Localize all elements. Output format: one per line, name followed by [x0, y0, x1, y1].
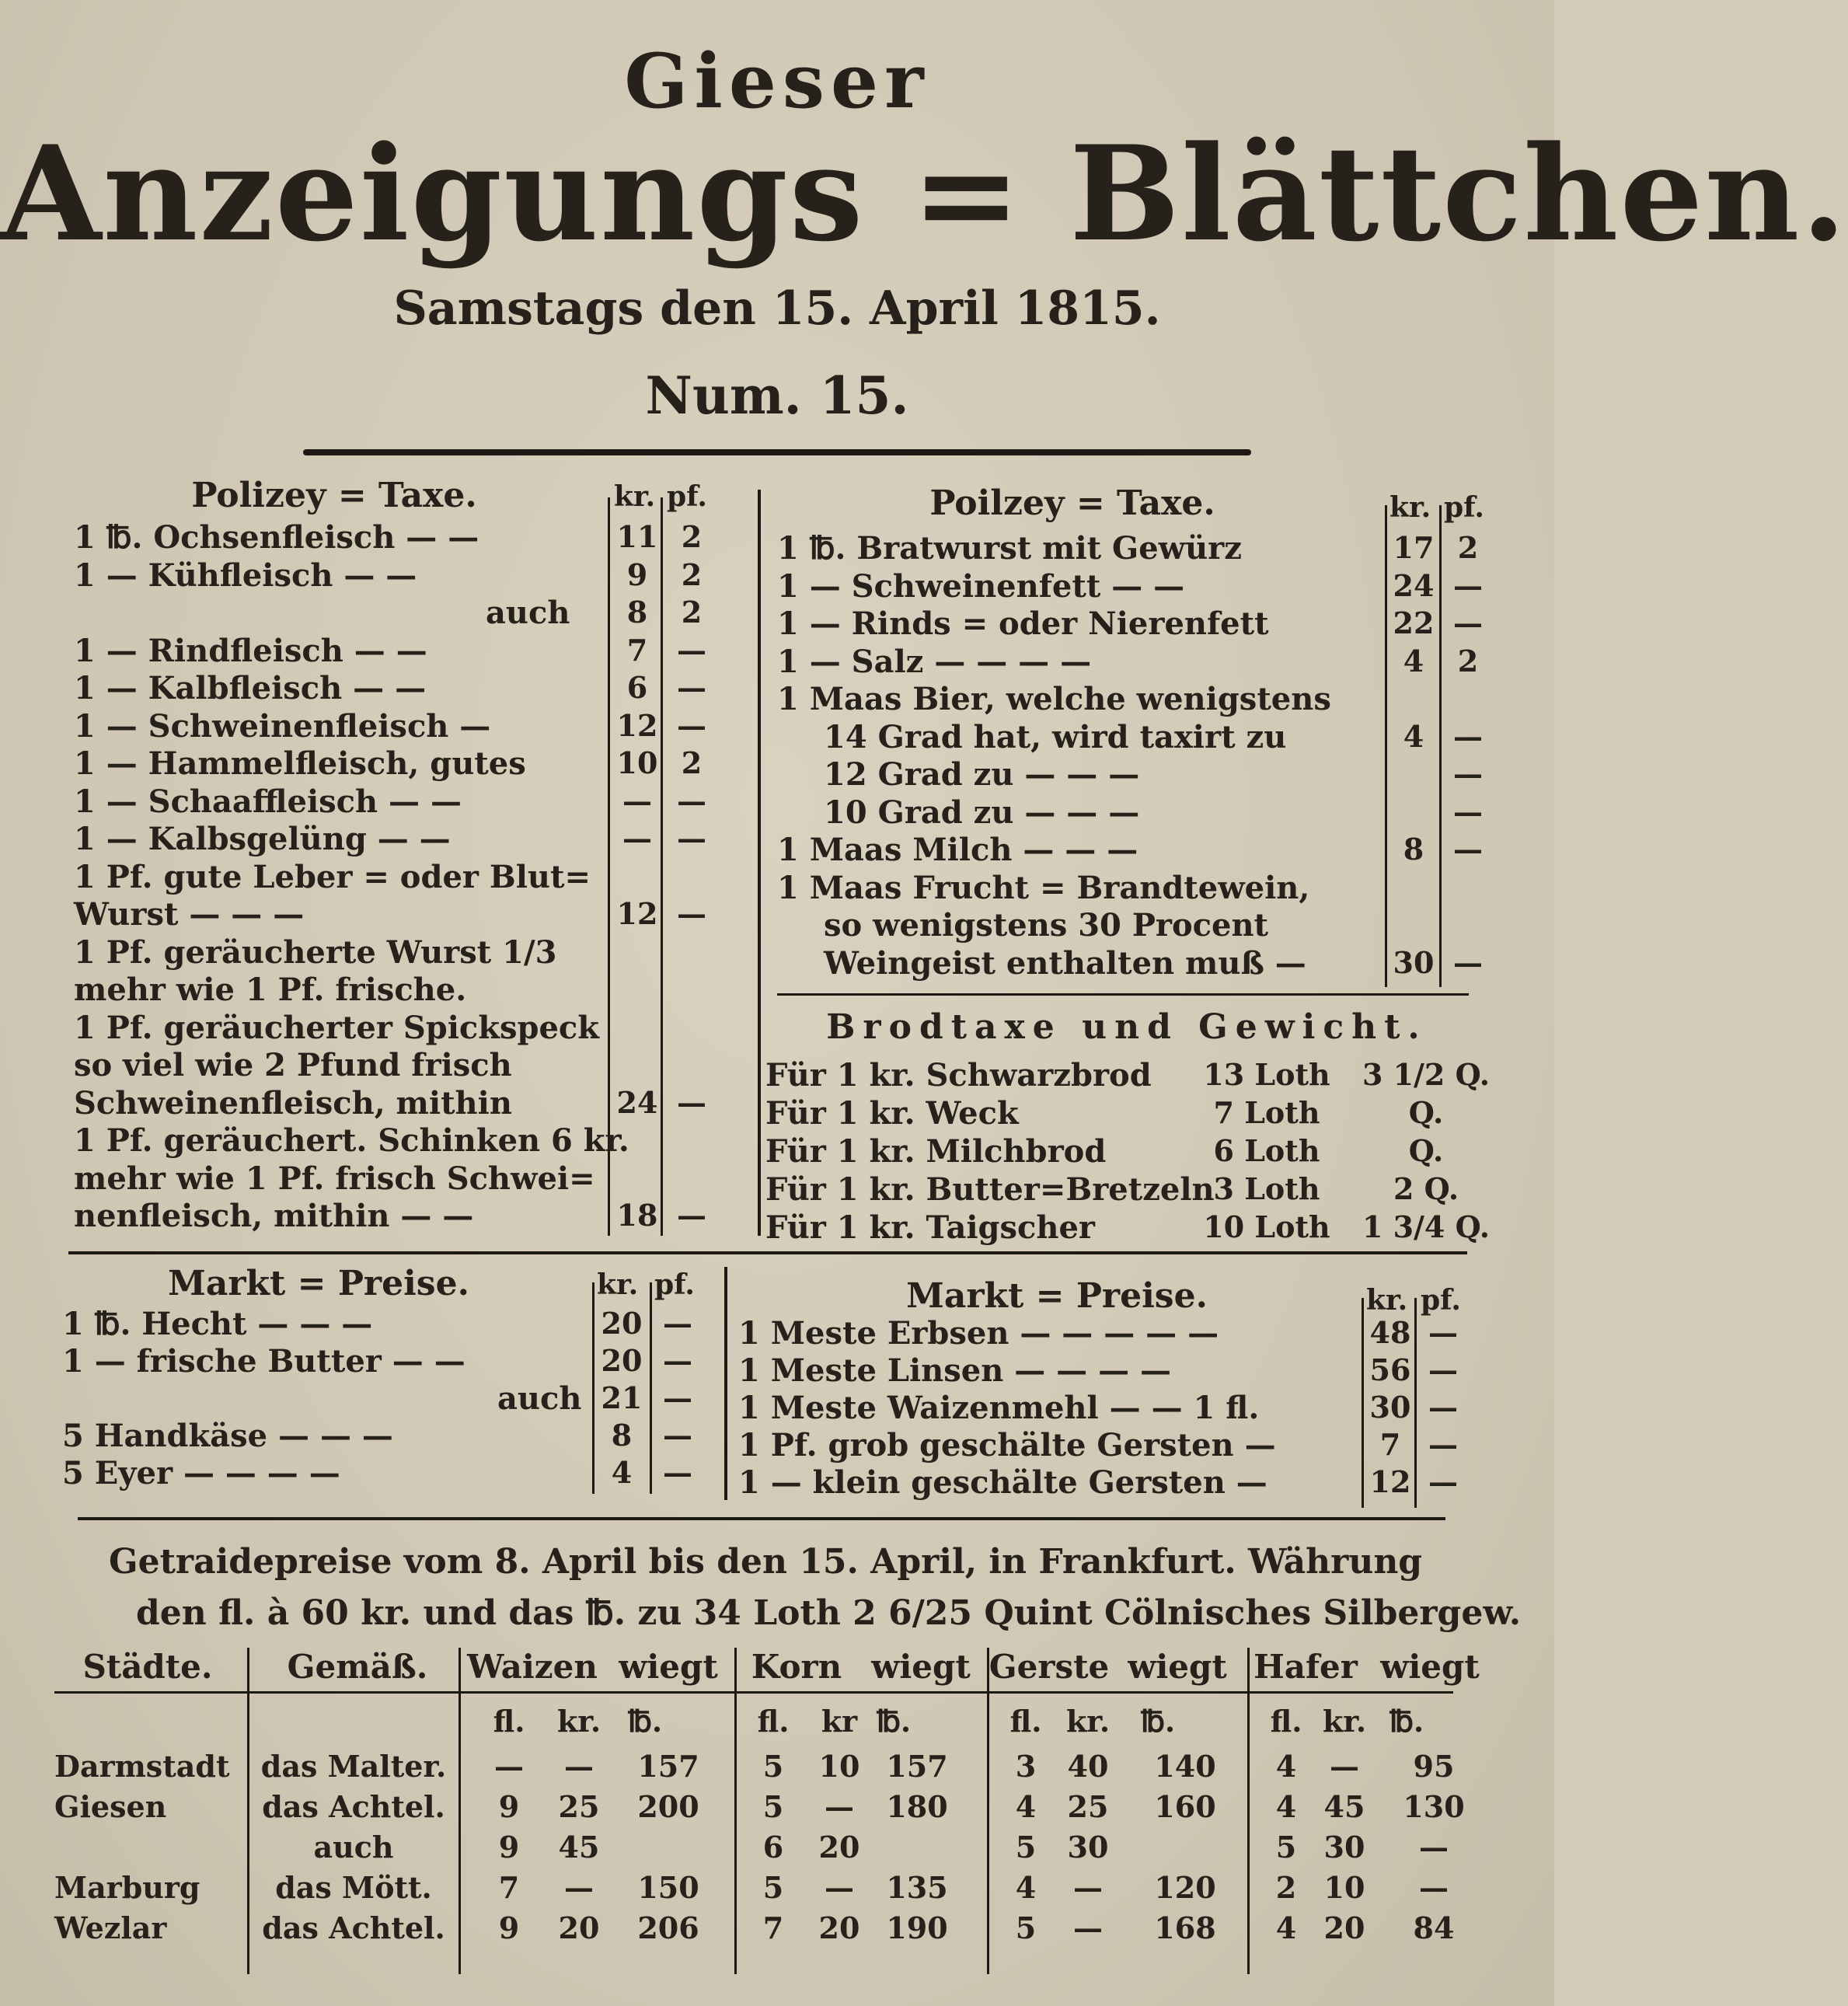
getraide-cell-w-fl: 7 [498, 1870, 520, 1905]
getraide-cell-w-kr: 25 [558, 1789, 600, 1824]
polizey-left-row [74, 783, 742, 822]
polizey-left-row-kr: — [622, 783, 652, 818]
polizey-left-row-pf: — [677, 1198, 706, 1233]
brodtaxe-row-loth: 10 Loth [1203, 1209, 1330, 1244]
markt-right-row-label: 1 — klein geschälte Gersten — [738, 1464, 1267, 1501]
polizey-left-row [74, 896, 742, 934]
polizey-left-row-label: mehr wie 1 Pf. frische. [74, 972, 467, 1008]
getraide-cell-g-lb: 160 [1154, 1789, 1216, 1824]
polizey-right-row-kr: 22 [1393, 605, 1435, 640]
polizey-right-row-pf: — [1453, 756, 1483, 791]
polizey-left-row-pf: — [677, 821, 706, 856]
markt-left-row [62, 1380, 723, 1418]
brodtaxe-row-loth: 13 Loth [1203, 1057, 1330, 1092]
brodtaxe-list [765, 1057, 1512, 1247]
getraide-header: Hafer [1254, 1648, 1358, 1686]
polizey-right-row-kr: 17 [1393, 530, 1435, 565]
getraide-subheader: ℔. [876, 1704, 912, 1739]
markt-right-heading: Markt = Preise. [906, 1276, 1208, 1316]
markt-left-row-label: 1 — frische Butter — — [62, 1343, 465, 1380]
getraide-header: wiegt [1128, 1648, 1227, 1686]
markt-left-row-label: 1 ℔. Hecht — — — [62, 1306, 373, 1342]
brodtaxe-row-q: Q. [1408, 1133, 1444, 1168]
polizey-right-row [777, 605, 1515, 644]
markt-left-row-label: 5 Handkäse — — — [62, 1418, 393, 1454]
getraide-cell-w-fl: 9 [498, 1789, 520, 1824]
polizey-left-row-label: Wurst — — — [74, 896, 305, 933]
markt-right-row-pf: — [1428, 1390, 1458, 1425]
getraide-cell-k-kr: 10 [818, 1749, 860, 1784]
polizey-left-row-pf: — [677, 670, 706, 705]
markt-right-row-kr: 56 [1369, 1352, 1411, 1387]
getraide-cell-stadt: Darmstadt [54, 1749, 230, 1784]
getraide-header-rule [54, 1691, 1453, 1694]
getraide-cell-gemaess: auch [313, 1830, 394, 1865]
polizey-left-row-label: Schweinenfleisch, mithin [74, 1084, 512, 1122]
getraide-header: Korn [751, 1648, 842, 1686]
getraide-cell-w-kr: 20 [558, 1910, 600, 1945]
brodtaxe-row-loth: 6 Loth [1213, 1133, 1320, 1168]
markt-left-row-kr: 21 [601, 1380, 643, 1415]
markt-left-row [62, 1418, 723, 1455]
markt-right-row [738, 1464, 1508, 1502]
polizey-left-row-label: 1 — Schaaffleisch — — [74, 783, 462, 820]
issue-number: Num. 15. [645, 365, 909, 426]
markt-right-row-pf: — [1428, 1464, 1458, 1499]
polizey-right-row [777, 530, 1515, 568]
polizey-left-row-pf: — [677, 707, 706, 743]
polizey-left-row-pf: — [677, 632, 706, 668]
getraide-subheader: kr [821, 1704, 858, 1739]
polizey-right-row [777, 719, 1515, 757]
polizey-right-row-pf: — [1453, 718, 1483, 754]
getraide-cell-g-kr: 30 [1067, 1830, 1109, 1865]
markt-left-row-pf: — [663, 1455, 692, 1490]
polizey-right-row-label: 1 — Schweinenfett — — [777, 567, 1185, 605]
polizey-left-row-label: 1 Pf. geräucherte Wurst 1/3 [74, 933, 557, 971]
markt-right-row-kr: 48 [1369, 1315, 1411, 1350]
polizey-left-row [74, 1047, 742, 1085]
markt-right-row-pf: — [1428, 1352, 1458, 1387]
polizey-left-row-label: nenfleisch, mithin — — [74, 1198, 474, 1234]
getraide-vrule [734, 1648, 737, 1974]
polizey-left-row [74, 1198, 742, 1236]
getraide-cell-w-fl: — [494, 1749, 524, 1784]
polizey-right-row-label: 1 Maas Frucht = Brandtewein, [777, 869, 1310, 906]
polizey-right-row-pf: — [1453, 567, 1483, 603]
polizey-left-row-label: 1 — Kühfleisch — — [74, 556, 417, 594]
getraide-cell-h-lb: 130 [1403, 1789, 1465, 1824]
polizey-right-row-label: 1 ℔. Bratwurst mit Gewürz [777, 530, 1242, 567]
getraide-cell-h-fl: 4 [1275, 1749, 1297, 1784]
getraide-cell-k-fl: 5 [762, 1870, 784, 1905]
getraide-cell-h-lb: 84 [1413, 1910, 1455, 1945]
getraide-subheader: kr. [1065, 1704, 1111, 1739]
getraide-header: Gerste [989, 1648, 1110, 1686]
polizey-right-col-pf: pf. [1444, 491, 1484, 524]
markt-left-col-pf: pf. [654, 1268, 695, 1301]
markt-left-row-pf: — [663, 1306, 692, 1341]
markt-left-row-pf: — [663, 1418, 692, 1453]
brodtaxe-row-q: 3 1/2 Q. [1362, 1057, 1491, 1092]
polizey-left-row-label: 1 — Kalbsgelüng — — [74, 821, 451, 857]
polizey-left-row-kr: 9 [626, 556, 648, 592]
getraide-cell-stadt: Marburg [54, 1870, 200, 1905]
getraide-cell-k-fl: 7 [762, 1910, 784, 1945]
masthead-rule [303, 449, 1251, 455]
getraide-cell-k-lb: 180 [886, 1789, 948, 1824]
markt-left-row-label: auch [497, 1380, 582, 1417]
getraide-cell-stadt: Wezlar [54, 1910, 167, 1945]
getraide-cell-h-kr: 45 [1323, 1789, 1365, 1824]
getraide-cell-g-fl: 3 [1015, 1749, 1037, 1784]
polizey-right-row [777, 681, 1515, 719]
getraide-cell-h-lb: — [1419, 1870, 1449, 1905]
getraide-cell-w-fl: 9 [498, 1830, 520, 1865]
polizey-left-row-label: 1 — Hammelfleisch, gutes [74, 745, 526, 782]
getraide-vrule [1247, 1648, 1250, 1974]
getraide-cell-w-kr: — [564, 1870, 594, 1905]
markt-right-row [738, 1390, 1508, 1427]
brodtaxe-row-label: Für 1 kr. Weck [765, 1095, 1019, 1132]
polizey-right-row [777, 832, 1515, 870]
polizey-left-row-label: 1 — Kalbfleisch — — [74, 670, 427, 706]
polizey-left-row-label: auch [486, 595, 570, 631]
getraide-vrule [987, 1648, 989, 1974]
polizey-left-row-kr: 12 [616, 707, 658, 743]
getraide-cell-k-kr: 20 [818, 1830, 860, 1865]
polizey-right-row [777, 907, 1515, 945]
getraide-cell-w-lb: 200 [637, 1789, 699, 1824]
markt-left-row-kr: 20 [601, 1306, 643, 1341]
brodtaxe-row-label: Für 1 kr. Taigscher [765, 1209, 1096, 1246]
brodtaxe-row [765, 1171, 1512, 1209]
polizey-left-row-label: so viel wie 2 Pfund frisch [74, 1047, 512, 1083]
getraide-cell-g-lb: 168 [1154, 1910, 1216, 1945]
getraide-subheader: fl. [1270, 1704, 1302, 1739]
brodtaxe-heading: Brodtaxe und Gewicht. [826, 1007, 1428, 1047]
getraide-cell-h-kr: 20 [1323, 1910, 1365, 1945]
getraide-intro-line1: Getraidepreise vom 8. April bis den 15. April, in Frankfurt. Währung [109, 1542, 1423, 1582]
polizey-left-row-pf: 2 [681, 556, 703, 592]
polizey-right-row [777, 945, 1515, 983]
markt-left-list [62, 1306, 723, 1492]
polizey-left-row-pf: — [677, 896, 706, 931]
polizey-left-row-pf: — [677, 1084, 706, 1120]
getraide-subheader: ℔. [627, 1704, 663, 1739]
getraide-cell-w-lb: 206 [637, 1910, 699, 1945]
getraide-cell-stadt: Giesen [54, 1789, 167, 1824]
polizey-right-row-pf: 2 [1457, 643, 1479, 679]
masthead-top: Gieser [624, 37, 930, 125]
issue-date: Samstags den 15. April 1815. [393, 281, 1161, 336]
polizey-right-row-label: 1 Maas Bier, welche wenigstens [777, 681, 1331, 717]
getraide-header: Waizen [467, 1648, 598, 1686]
brodtaxe-row [765, 1057, 1512, 1095]
getraide-subheader: ℔. [1140, 1704, 1176, 1739]
getraide-cell-g-fl: 4 [1015, 1789, 1037, 1824]
polizey-right-row-label: 1 Maas Milch — — — [777, 832, 1138, 868]
getraide-header: wiegt [871, 1648, 971, 1686]
polizey-left-row-kr: 6 [626, 670, 648, 705]
getraide-cell-h-fl: 4 [1275, 1910, 1297, 1945]
getraide-cell-g-kr: — [1073, 1870, 1103, 1905]
polizey-left-col-pf: pf. [667, 480, 707, 513]
brodtaxe-row-q: 1 3/4 Q. [1362, 1209, 1491, 1244]
markt-right-col-kr: kr. [1366, 1284, 1408, 1317]
polizey-left-row-kr: 24 [616, 1084, 658, 1120]
brodtaxe-row-label: Für 1 kr. Schwarzbrod [765, 1057, 1152, 1094]
polizey-left-row-pf: 2 [681, 519, 703, 554]
polizey-right-heading: Poilzey = Taxe. [929, 483, 1215, 523]
getraide-cell-g-kr: — [1073, 1910, 1103, 1945]
markt-right-row-label: 1 Pf. grob geschälte Gersten — [738, 1427, 1276, 1464]
brodtaxe-row-label: Für 1 kr. Butter=Bretzeln [765, 1171, 1215, 1208]
getraide-vrule [459, 1648, 461, 1974]
polizey-right-row-label: Weingeist enthalten muß — [824, 944, 1306, 982]
polizey-right-col-kr: kr. [1389, 491, 1431, 524]
brodtaxe-row [765, 1133, 1512, 1171]
getraide-subheader: kr. [556, 1704, 601, 1739]
polizey-left-row [74, 1122, 742, 1160]
polizey-right-row [777, 644, 1515, 682]
getraide-cell-k-lb: 190 [886, 1910, 948, 1945]
polizey-right-row-label: 12 Grad zu — — — [824, 756, 1140, 793]
getraide-cell-gemaess: das Achtel. [262, 1789, 445, 1824]
polizey-left-row-kr: 11 [616, 519, 658, 554]
markt-right-row-label: 1 Meste Linsen — — — — [738, 1352, 1172, 1389]
getraide-cell-g-lb: 120 [1154, 1870, 1216, 1905]
getraide-cell-k-fl: 5 [762, 1749, 784, 1784]
markt-right-row [738, 1315, 1508, 1352]
getraide-cell-k-fl: 5 [762, 1789, 784, 1824]
markt-left-row [62, 1306, 723, 1343]
polizey-left-list [74, 519, 742, 1236]
polizey-right-row-kr: 8 [1403, 832, 1424, 867]
polizey-right-row-kr: 4 [1403, 718, 1424, 754]
polizey-right-row-label: 1 — Rinds = oder Nierenfett [777, 605, 1269, 642]
brodtaxe-row [765, 1209, 1512, 1247]
getraide-subheader: fl. [757, 1704, 790, 1739]
polizey-left-row-pf: — [677, 783, 706, 818]
getraide-cell-h-kr: — [1330, 1749, 1359, 1784]
polizey-right-list [777, 530, 1515, 982]
brodtaxe-row [765, 1095, 1512, 1133]
getraide-table [54, 1648, 1515, 1990]
column-divider [758, 490, 761, 1236]
markt-left-row-kr: 20 [601, 1343, 643, 1378]
getraide-cell-gemaess: das Mött. [275, 1870, 432, 1905]
getraide-cell-h-lb: — [1419, 1830, 1449, 1865]
getraide-cell-g-fl: 5 [1015, 1830, 1037, 1865]
polizey-right-row-kr: 4 [1403, 643, 1424, 679]
getraide-cell-h-kr: 10 [1323, 1870, 1365, 1905]
polizey-left-row-label: 1 — Schweinenfleisch — [74, 707, 491, 745]
markt-right-row [738, 1427, 1508, 1464]
markt-right-row-label: 1 Meste Erbsen — — — — — [738, 1315, 1219, 1352]
getraide-cell-k-kr: — [825, 1789, 854, 1824]
polizey-right-row-kr: 30 [1393, 944, 1435, 980]
getraide-cell-g-kr: 25 [1067, 1789, 1109, 1824]
polizey-left-row-pf: 2 [681, 745, 703, 780]
brodtaxe-row-q: Q. [1408, 1095, 1444, 1130]
getraide-header: wiegt [1380, 1648, 1480, 1686]
polizey-right-row-label: so wenigstens 30 Procent [824, 907, 1269, 944]
getraide-cell-w-lb: 150 [637, 1870, 699, 1905]
polizey-right-row-pf: 2 [1457, 530, 1479, 565]
getraide-cell-gemaess: das Achtel. [262, 1910, 445, 1945]
polizey-left-row-kr: 10 [616, 745, 658, 780]
polizey-left-row-label: 1 Pf. gute Leber = oder Blut= [74, 858, 591, 895]
polizey-left-row [74, 557, 742, 595]
polizey-left-row [74, 745, 742, 783]
polizey-left-row-kr: — [622, 821, 652, 856]
markt-left-row-label: 5 Eyer — — — — [62, 1455, 340, 1491]
brodtaxe-row-label: Für 1 kr. Milchbrod [765, 1133, 1107, 1170]
getraide-cell-g-lb: 140 [1154, 1749, 1216, 1784]
polizey-left-row-label: 1 ℔. Ochsenfleisch — — [74, 519, 479, 556]
polizey-left-row [74, 1010, 742, 1048]
getraide-top-rule [78, 1517, 1445, 1520]
markt-left-row-pf: — [663, 1343, 692, 1378]
polizey-right-row [777, 794, 1515, 832]
polizey-left-row-kr: 7 [626, 632, 648, 668]
polizey-left-row [74, 934, 742, 972]
getraide-cell-k-kr: — [825, 1870, 854, 1905]
polizey-left-row [74, 1085, 742, 1123]
brodtaxe-row-loth: 3 Loth [1213, 1171, 1320, 1206]
getraide-header: Gemäß. [287, 1648, 428, 1686]
polizey-right-row-label: 10 Grad zu — — — [824, 794, 1140, 831]
getraide-cell-w-kr: 45 [558, 1830, 600, 1865]
polizey-left-row [74, 670, 742, 708]
brodtaxe-row-loth: 7 Loth [1213, 1095, 1320, 1130]
markt-top-rule [68, 1251, 1467, 1254]
polizey-left-row [74, 1160, 742, 1198]
brodtaxe-rule [777, 993, 1469, 996]
polizey-left-row [74, 859, 742, 897]
polizey-right-row-label: 14 Grad hat, wird taxirt zu [824, 718, 1287, 755]
polizey-right-row-kr: 24 [1393, 567, 1435, 603]
markt-left-heading: Markt = Preise. [168, 1264, 469, 1303]
polizey-left-row-kr: 8 [626, 595, 648, 630]
getraide-cell-w-kr: — [564, 1749, 594, 1784]
polizey-right-row-pf: — [1453, 794, 1483, 829]
getraide-cell-gemaess: das Malter. [260, 1749, 447, 1784]
markt-right-list [738, 1315, 1508, 1502]
getraide-subheader: fl. [493, 1704, 525, 1739]
getraide-cell-w-lb: 157 [637, 1749, 699, 1784]
getraide-cell-k-lb: 135 [886, 1870, 948, 1905]
markt-right-row-kr: 30 [1369, 1390, 1411, 1425]
markt-right-row-label: 1 Meste Waizenmehl — — 1 fl. [738, 1390, 1260, 1426]
polizey-right-row [777, 756, 1515, 794]
polizey-left-row [74, 972, 742, 1010]
polizey-left-row-label: mehr wie 1 Pf. frisch Schwei= [74, 1160, 595, 1197]
markt-right-row-kr: 7 [1379, 1427, 1401, 1462]
getraide-intro-line2: den fl. à 60 kr. und das ℔. zu 34 Loth 2 6/25 Quint Cölnisches Silbergew. [136, 1593, 1522, 1633]
polizey-left-col-kr: kr. [614, 480, 656, 513]
polizey-left-row [74, 708, 742, 746]
getraide-subheader: kr. [1322, 1704, 1367, 1739]
polizey-left-row [74, 519, 742, 557]
polizey-right-row [777, 568, 1515, 606]
markt-divider [724, 1267, 727, 1500]
polizey-left-row [74, 821, 742, 859]
getraide-cell-h-fl: 4 [1275, 1789, 1297, 1824]
getraide-cell-h-fl: 2 [1275, 1870, 1297, 1905]
getraide-cell-k-kr: 20 [818, 1910, 860, 1945]
polizey-left-row [74, 633, 742, 671]
polizey-right-row [777, 870, 1515, 908]
markt-left-row-kr: 4 [611, 1455, 633, 1490]
polizey-right-row-label: 1 — Salz — — — — [777, 643, 1092, 680]
brodtaxe-row-q: 2 Q. [1393, 1171, 1459, 1206]
getraide-cell-k-lb: 157 [886, 1749, 948, 1784]
getraide-vrule [247, 1648, 249, 1974]
getraide-cell-h-lb: 95 [1413, 1749, 1455, 1784]
masthead-title: Anzeigungs = Blättchen. [0, 117, 1848, 270]
markt-right-row [738, 1352, 1508, 1390]
getraide-cell-g-fl: 4 [1015, 1870, 1037, 1905]
markt-right-row-kr: 12 [1369, 1464, 1411, 1499]
polizey-left-row-kr: 12 [616, 896, 658, 931]
markt-left-row-pf: — [663, 1380, 692, 1415]
getraide-cell-h-fl: 5 [1275, 1830, 1297, 1865]
markt-left-row [62, 1455, 723, 1492]
markt-left-row [62, 1343, 723, 1380]
markt-left-col-kr: kr. [597, 1268, 639, 1301]
getraide-subheader: fl. [1009, 1704, 1042, 1739]
getraide-cell-w-fl: 9 [498, 1910, 520, 1945]
polizey-left-row-label: 1 Pf. geräuchert. Schinken 6 kr. [74, 1122, 629, 1159]
polizey-left-heading: Polizey = Taxe. [191, 476, 477, 515]
markt-right-col-pf: pf. [1421, 1284, 1461, 1317]
polizey-left-row-label: 1 Pf. geräucherter Spickspeck [74, 1009, 599, 1046]
polizey-left-row-kr: 18 [616, 1198, 658, 1233]
getraide-cell-g-fl: 5 [1015, 1910, 1037, 1945]
markt-right-row-pf: — [1428, 1427, 1458, 1462]
polizey-left-row [74, 595, 742, 633]
getraide-header: Städte. [82, 1648, 213, 1686]
getraide-cell-k-fl: 6 [762, 1830, 784, 1865]
polizey-left-row-label: 1 — Rindfleisch — — [74, 632, 427, 669]
polizey-left-row-pf: 2 [681, 595, 703, 630]
getraide-cell-g-kr: 40 [1067, 1749, 1109, 1784]
markt-left-row-kr: 8 [611, 1418, 633, 1453]
polizey-right-row-pf: — [1453, 605, 1483, 640]
getraide-cell-h-kr: 30 [1323, 1830, 1365, 1865]
getraide-subheader: ℔. [1389, 1704, 1424, 1739]
polizey-right-row-pf: — [1453, 832, 1483, 867]
markt-right-row-pf: — [1428, 1315, 1458, 1350]
polizey-right-row-pf: — [1453, 944, 1483, 980]
getraide-header: wiegt [619, 1648, 718, 1686]
